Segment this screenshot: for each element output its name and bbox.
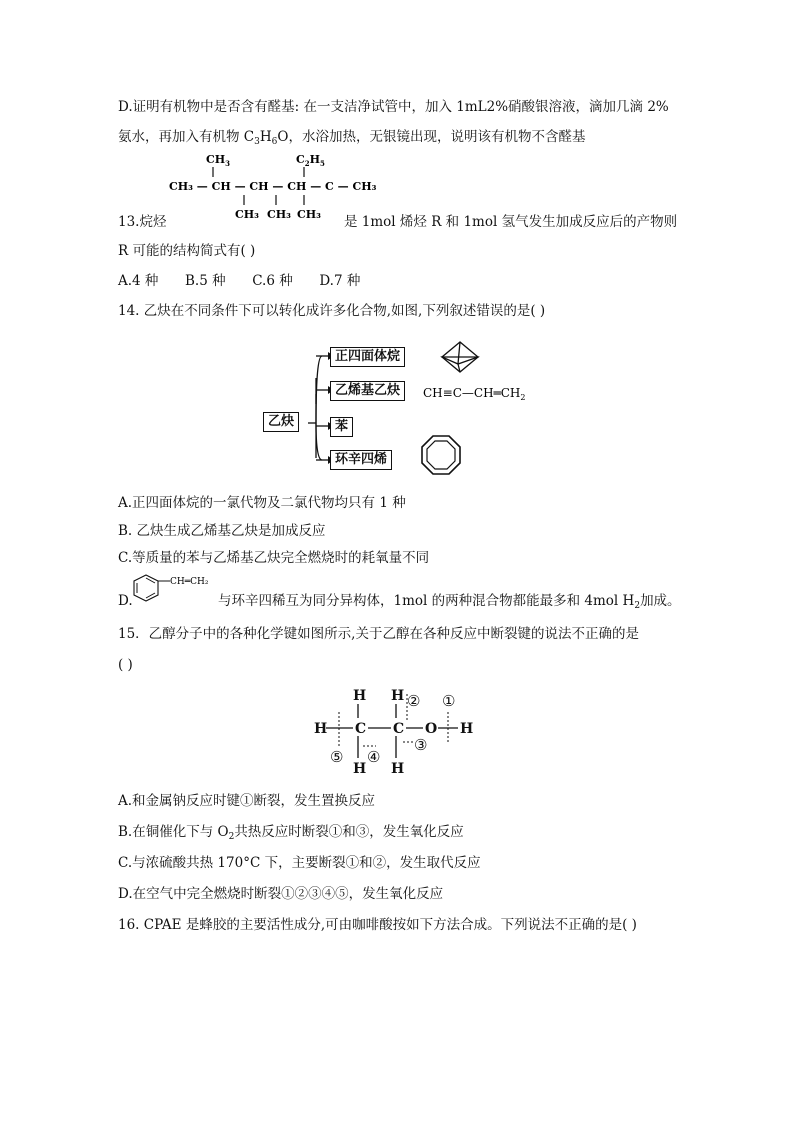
bond-label-2: ② xyxy=(407,692,421,710)
q15-stem-line2: ( ) xyxy=(118,657,133,673)
q15-option-d: D.在空气中完全燃烧时断裂①②③④⑤，发生氧化反应 xyxy=(118,886,444,902)
q13-stem-pre: 13.烷烃 xyxy=(118,214,167,230)
q14-stem: 14. 乙炔在不同条件下可以转化成许多化合物,如图,下列叙述错误的是( ) xyxy=(118,303,546,319)
q16-stem: 16. CPAE 是蜂胶的主要活性成分,可由咖啡酸按如下方法合成。下列说法不正确的是( ) xyxy=(118,917,637,933)
ethanol-h-top1: H xyxy=(353,688,367,704)
bond-label-1: ① xyxy=(442,692,456,710)
ethanol-h-bottom1: H xyxy=(353,761,367,777)
q14-diagram-lines xyxy=(260,338,560,478)
ethanol-h-top2: H xyxy=(391,688,405,704)
diagram-box-tetrahedrane: 正四面体烷 xyxy=(330,347,405,367)
q13-bottom-ch3-3: CH₃ xyxy=(297,208,321,221)
cyclooctatetraene-icon xyxy=(422,436,460,474)
benzene-ring-icon xyxy=(134,575,158,601)
q15-option-c: C.与浓硫酸共热 170°C 下，主要断裂①和②，发生取代反应 xyxy=(118,855,481,871)
q13-option-d: D.7 种 xyxy=(319,273,361,289)
q13-option-c: C.6 种 xyxy=(252,273,293,289)
ethanol-h-bottom2: H xyxy=(391,761,405,777)
q13-stem-post: 是 1mol 烯烃 R 和 1mol 氢气发生加成反应后的产物则 xyxy=(344,214,678,230)
ethanol-c2: C xyxy=(393,721,405,737)
q15-option-b: B.在铜催化下与 $O_2$共热反应时断裂①和③，发生氧化反应 xyxy=(118,824,464,842)
q15-stem: 15．乙醇分子中的各种化学键如图所示,关于乙醇在各种反应中断裂键的说法不正确的是 xyxy=(118,626,639,642)
bond-label-4: ④ xyxy=(367,748,381,766)
q14-option-c: C.等质量的苯与乙烯基乙炔完全燃烧时的耗氧量不同 xyxy=(118,550,430,566)
q13-option-a: A.4 种 xyxy=(118,273,159,289)
ethanol-o: O xyxy=(425,721,438,737)
diagram-box-benzene: 苯 xyxy=(330,417,353,437)
q13-stem-line2: R 可能的结构简式有( ) xyxy=(118,243,256,259)
q13-bottom-ch3-2: CH₃ xyxy=(267,208,291,221)
q12-option-d-line1: D.证明有机物中是否含有醛基: 在一支洁净试管中，加入 1mL2%硝酸银溶液，滴加几滴 2% xyxy=(118,99,669,115)
diagram-box-vinylacetylene: 乙烯基乙炔 xyxy=(330,381,405,401)
q14-option-d-pre: D. xyxy=(118,593,133,609)
q15-option-a: A.和金属钠反应时键①断裂，发生置换反应 xyxy=(118,793,376,809)
diagram-box-cyclooctatetraene: 环辛四烯 xyxy=(330,450,392,470)
styrene-structure xyxy=(130,572,220,608)
q13-alkane-structure xyxy=(165,150,377,225)
q13-option-b: B.5 种 xyxy=(185,273,226,289)
q13-main-chain: CH₃ — CH — CH — CH — C — CH₃ xyxy=(169,180,377,193)
q14-option-d: 与环辛四稀互为同分异构体，1mol 的两种混合物都能最多和 4mol $H_2$加成。 xyxy=(218,593,681,611)
ethanol-h-left: H xyxy=(314,721,328,737)
tetrahedrane-icon xyxy=(442,342,478,372)
bond-label-3: ③ xyxy=(414,736,428,754)
bond-label-5: ⑤ xyxy=(330,748,344,766)
q13-top-ch3: $CH_3$ xyxy=(206,153,231,168)
q14-option-a: A.正四面体烷的一氯代物及二氯代物均只有 1 种 xyxy=(118,495,406,511)
q13-bottom-ch3-1: CH₃ xyxy=(235,208,259,221)
styrene-vinyl-label: CH═CH₂ xyxy=(170,577,209,587)
q13-options xyxy=(118,272,360,290)
vinylacetylene-formula: $CH\equiv C—CH═CH_2$ xyxy=(423,386,526,402)
q12-option-d-line2: 氨水，再加入有机物 $C_3H_6O$，水浴加热，无银镜出现，说明该有机物不含醛基 xyxy=(118,129,586,147)
q13-top-c2h5: $C_2H_5$ xyxy=(296,153,325,168)
q15-ethanol-structure xyxy=(310,682,490,782)
diagram-box-acetylene: 乙炔 xyxy=(263,412,299,432)
ethanol-c1: C xyxy=(355,721,367,737)
q14-option-b: B. 乙炔生成乙烯基乙炔是加成反应 xyxy=(118,523,326,539)
ethanol-h-right: H xyxy=(460,721,474,737)
